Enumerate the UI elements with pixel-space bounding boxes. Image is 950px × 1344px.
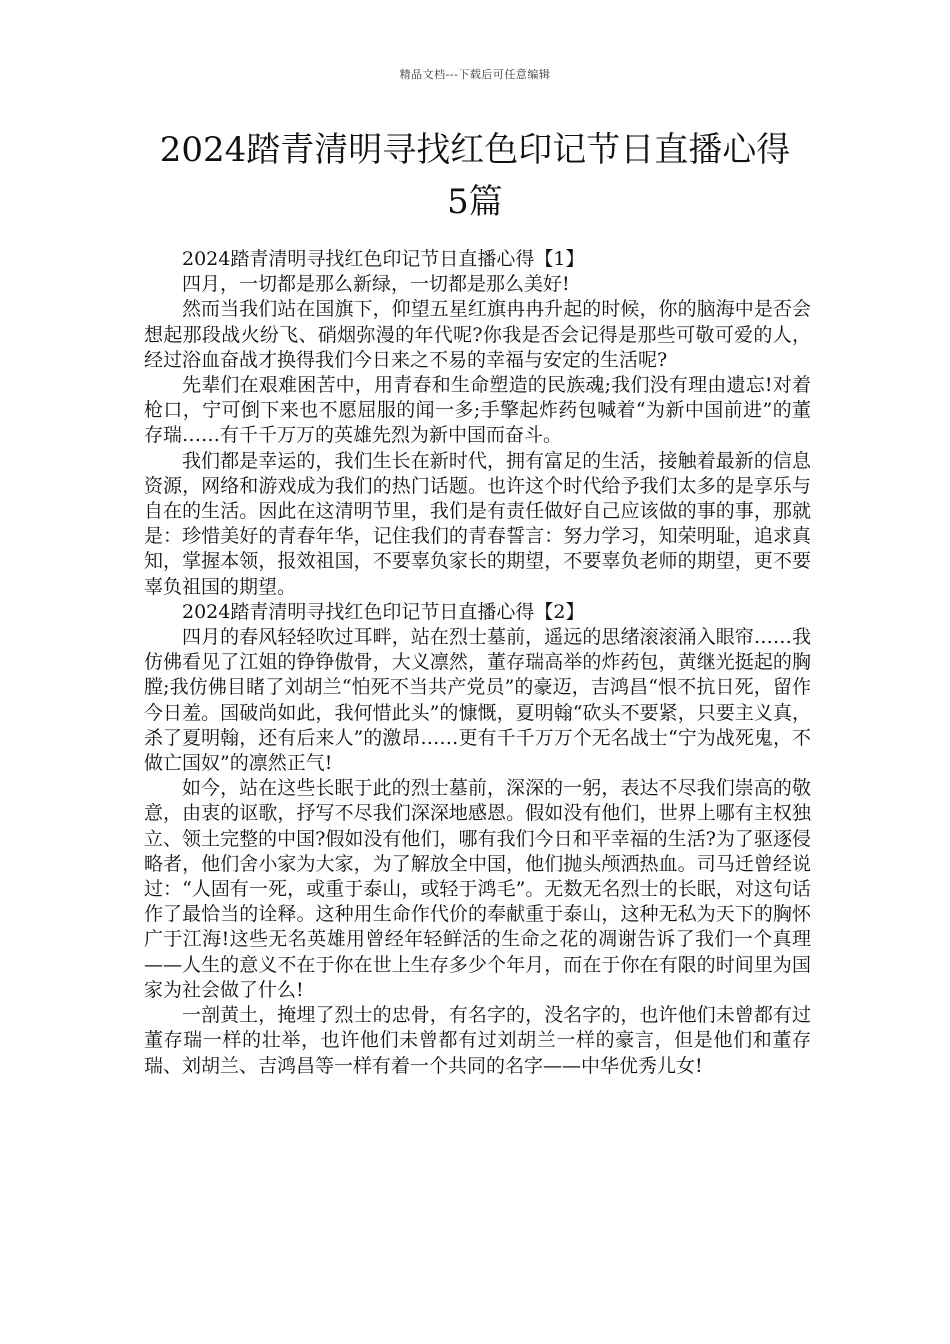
paragraph: 然而当我们站在国旗下，仰望五星红旗冉冉升起的时候，你的脑海中是否会想起那段战火纷飞、硝烟弥漫的年代呢?你我是否会记得是那些可敬可爱的人，经过浴血奋战才换得我们今日来之不易的幸福与安定的生活呢?: [144, 298, 811, 371]
paragraph: 先辈们在艰难困苦中，用青春和生命塑造的民族魂;我们没有理由遗忘!对着枪口，宁可倒下来也不愿屈服的闻一多;手擎起炸药包喊着“为新中国前进”的董存瑞……有千千万万的英雄先烈为新中国而奋斗。: [144, 374, 811, 447]
paragraph: 我们都是幸运的，我们生长在新时代，拥有富足的生活，接触着最新的信息资源，网络和游戏成为我们的热门话题。也许这个时代给予我们太多的是享乐与自在的生活。因此在这清明节里，我们是有责任做好自己应该做的事的事，那就是：珍惜美好的青春年华，记住我们的青春誓言：努力学习，知荣明耻，追求真知，掌握本领，报效祖国，不要辜负家长的期望，不要辜负老师的期望，更不要辜负祖国的期望。: [144, 449, 811, 598]
header-note: 精品文档---下载后可任意编辑: [399, 68, 551, 81]
paragraph: 如今，站在这些长眠于此的烈士墓前，深深的一躬，表达不尽我们崇高的敬意，由衷的讴歌，抒写不尽我们深深地感恩。假如没有他们，世界上哪有主权独立、领土完整的中国?假如没有他们，哪有我们今日和平幸福的生活?为了驱逐侵略者，他们舍小家为大家，为了解放全中国，他们抛头颅洒热血。司马迁曾经说过：“人固有一死，或重于泰山，或轻于鸿毛”。无数无名烈士的长眠，对这句话作了最恰当的诠释。这种用生命作代价的奉献重于泰山，这种无私为天下的胸怀广于江海!这些无名英雄用曾经年轻鲜活的生命之花的凋谢告诉了我们一个真理——人生的意义不在于你在世上生存多少个年月，而在于你在有限的时间里为国家为社会做了什么!: [144, 777, 811, 1001]
document-body: [144, 247, 811, 1079]
document-title: [120, 124, 830, 228]
section-heading-2: 2024踏青清明寻找红色印记节日直播心得【2】: [182, 600, 585, 623]
paragraph: 四月的春风轻轻吹过耳畔，站在烈士墓前，遥远的思绪滚滚涌入眼帘……我仿佛看见了江姐的铮铮傲骨，大义凛然，董存瑞高举的炸药包，黄继光挺起的胸膛;我仿佛目睹了刘胡兰“怕死不当共产党员”的豪迈，吉鸿昌“恨不抗日死，留作今日羞。国破尚如此，我何惜此头”的慷慨，夏明翰“砍头不要紧，只要主义真，杀了夏明翰，还有后来人”的激昂……更有千千万万个无名战士“宁为战死鬼，不做亡国奴”的凛然正气!: [144, 626, 811, 775]
paragraph: 一剖黄土，掩埋了烈士的忠骨，有名字的，没名字的，也许他们未曾都有过董存瑞一样的壮举，也许他们未曾都有过刘胡兰一样的豪言，但是他们和董存瑞、刘胡兰、吉鸿昌等一样有着一个共同的名字——中华优秀儿女!: [144, 1004, 811, 1077]
paragraph: 四月，一切都是那么新绿，一切都是那么美好!: [182, 273, 570, 296]
title-line-2: 5篇: [447, 182, 503, 222]
section-heading-1: 2024踏青清明寻找红色印记节日直播心得【1】: [182, 248, 585, 270]
title-line-1: 2024踏青清明寻找红色印记节日直播心得: [159, 130, 791, 170]
